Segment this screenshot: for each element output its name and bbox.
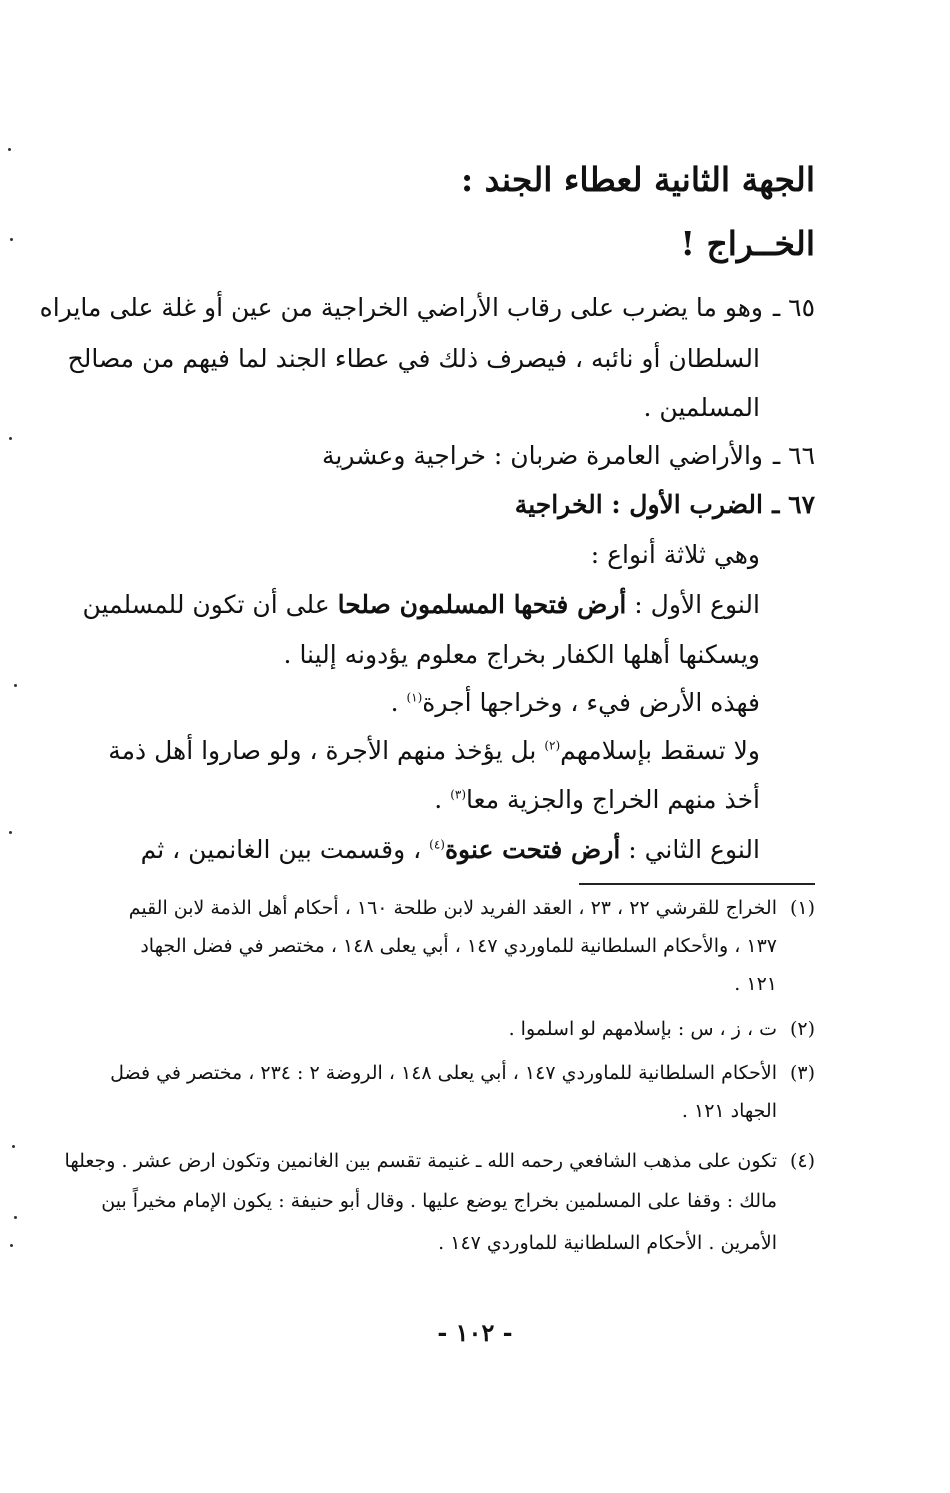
paragraph-number: ٦٥ ـ bbox=[772, 293, 815, 322]
footnote-separator bbox=[579, 883, 815, 885]
section-subheading: الخــراج ! bbox=[680, 224, 815, 263]
paragraph-65-line-3: المسلمين . bbox=[643, 393, 760, 422]
footnote-3-line-2: الجهاد ١٢١ . bbox=[681, 1100, 777, 1122]
type-label: النوع الثاني : bbox=[620, 835, 760, 864]
type-1-line-1 bbox=[83, 590, 761, 619]
line-text: بل يؤخذ منهم الأجرة ، ولو صاروا أهل ذمة bbox=[108, 736, 545, 765]
type-1-line-3 bbox=[391, 688, 760, 717]
footnote-ref-4[interactable]: (٤) bbox=[429, 837, 445, 852]
page-number: - ١٠٢ - bbox=[437, 1318, 513, 1347]
footnote-ref-1[interactable]: (١) bbox=[406, 690, 423, 705]
footnote-text: الخراج للقرشي ٢٢ ، ٢٣ ، العقد الفريد لابن طلحة ١٦٠ ، أحكام أهل الذمة لابن القيم bbox=[128, 897, 777, 919]
paragraph-text: الضرب الأول : الخراجية bbox=[514, 490, 763, 519]
paragraph-65-line-2: السلطان أو نائبه ، فيصرف ذلك في عطاء الجند لما فيهم من مصالح bbox=[67, 344, 760, 373]
footnote-4-line-1 bbox=[65, 1150, 815, 1172]
footnote-text: الأحكام السلطانية للماوردي ١٤٧ ، أبي يعلى ١٤٨ ، الروضة ٢ : ٢٣٤ ، مختصر في فضل bbox=[110, 1062, 777, 1084]
scan-speck bbox=[8, 148, 11, 151]
footnote-1-line-1 bbox=[129, 897, 815, 919]
footnote-mark: (١) bbox=[789, 897, 815, 919]
footnote-text: ت ، ز ، س : بإسلامهم لو اسلموا . bbox=[508, 1018, 777, 1040]
paragraph-text: وهو ما يضرب على رقاب الأراضي الخراجية من عين أو غلة على مايراه bbox=[39, 293, 763, 322]
footnote-text: تكون على مذهب الشافعي رحمه الله ـ غنيمة تقسم بين الغانمين وتكون ارض عشر . وجعلها bbox=[64, 1150, 777, 1172]
line-text: . bbox=[390, 688, 407, 717]
paragraph-66 bbox=[322, 441, 815, 470]
footnote-mark: (٤) bbox=[789, 1150, 815, 1172]
scan-speck bbox=[10, 1244, 13, 1247]
paragraph-65-line-1 bbox=[40, 293, 815, 322]
footnote-4-line-2: مالك : وقفا على المسلمين بخراج يوضع عليها . وقال أبو حنيفة : يكون الإمام مخيراً بين bbox=[101, 1190, 777, 1212]
footnote-mark: (٢) bbox=[789, 1018, 815, 1040]
line-text: ولا تسقط بإسلامهم bbox=[560, 736, 760, 765]
paragraph-number: ٦٦ ـ bbox=[772, 441, 815, 470]
section-heading: الجهة الثانية لعطاء الجند : bbox=[460, 160, 815, 199]
footnote-1-line-3: ١٢١ . bbox=[734, 973, 777, 995]
line-text: أخذ منهم الخراج والجزية معا bbox=[466, 785, 760, 814]
types-intro: وهي ثلاثة أنواع : bbox=[590, 540, 760, 569]
footnote-1-line-2: ١٣٧ ، والأحكام السلطانية للماوردي ١٤٧ ، أبي يعلى ١٤٨ ، مختصر في فضل الجهاد bbox=[140, 935, 777, 957]
paragraph-text: والأراضي العامرة ضربان : خراجية وعشرية bbox=[321, 441, 763, 470]
type-1-line-5 bbox=[434, 785, 760, 814]
footnote-4-line-3: الأمرين . الأحكام السلطانية للماوردي ١٤٧ . bbox=[438, 1232, 777, 1254]
scan-speck bbox=[9, 831, 12, 834]
type-text: ، وقسمت بين الغانمين ، ثم bbox=[140, 835, 430, 864]
line-text: فهذه الأرض فيء ، وخراجها أجرة bbox=[422, 688, 760, 717]
type-1-line-4 bbox=[108, 736, 760, 765]
footnote-3-line-1 bbox=[110, 1062, 815, 1084]
footnote-ref-2[interactable]: (٢) bbox=[544, 738, 561, 753]
footnote-mark: (٣) bbox=[789, 1062, 815, 1084]
type-text: على أن تكون للمسلمين bbox=[82, 590, 338, 619]
scan-speck bbox=[14, 1216, 17, 1219]
type-title: أرض فتحت عنوة bbox=[444, 835, 621, 864]
scan-speck bbox=[12, 1145, 15, 1148]
type-title: أرض فتحها المسلمون صلحا bbox=[337, 590, 627, 619]
scan-speck bbox=[14, 684, 17, 687]
paragraph-number: ٦٧ ـ bbox=[772, 490, 815, 519]
footnote-ref-3[interactable]: (٣) bbox=[450, 787, 467, 802]
line-text: . bbox=[434, 785, 451, 814]
type-1-line-2: ويسكنها أهلها الكفار بخراج معلوم يؤدونه إلينا . bbox=[283, 640, 760, 669]
paragraph-67 bbox=[515, 490, 815, 519]
type-label: النوع الأول : bbox=[626, 590, 760, 619]
scan-speck bbox=[10, 238, 13, 241]
footnote-2 bbox=[509, 1018, 815, 1040]
type-2-line-1 bbox=[141, 835, 760, 864]
scan-speck bbox=[9, 437, 12, 440]
